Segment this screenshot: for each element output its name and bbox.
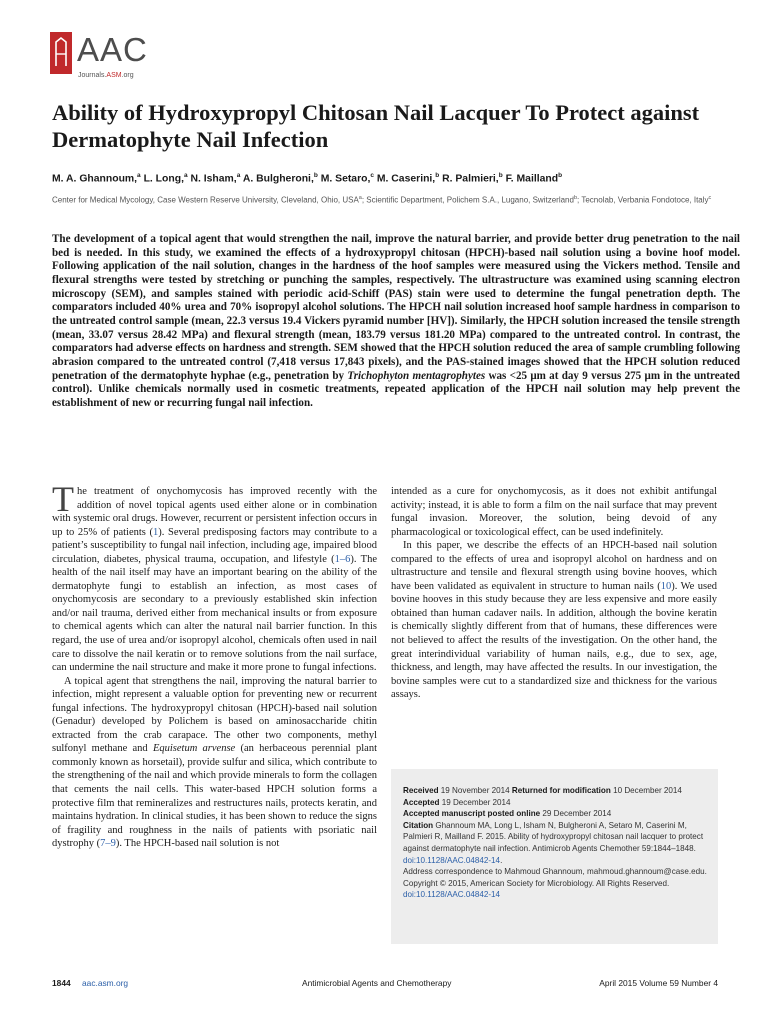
received-line: Received 19 November 2014 Returned for modification 10 December 2014 bbox=[403, 786, 682, 795]
body-column-left bbox=[52, 479, 378, 851]
author: M. A. Ghannoum, bbox=[52, 173, 138, 185]
paragraph: In this paper, we describe the effects of an HPCH-based nail solution compared to the effects of urea and isopropyl alcohol on hardness and on ultrastructure and tensile and flexural strength using bovine hooves, which have been validated as equivalent in structure to human nails (10). We used bovine hooves in this study because they are less expensive and more easily obtained than human cadaver nails. In addition, although the bovine keratin is chemically slightly different from that of humans, these differences were not believed to affect the results of the investigation. On the other hand, the great interindividual variability of human nails, e.g., due to sex, age, thickness, and length, may have affected the results. In our investigation, the bovine samples were cut to a standardized size and thickness for the various assays. bbox=[391, 540, 717, 701]
issue-info: April 2015 Volume 59 Number 4 bbox=[599, 978, 718, 988]
doi-link[interactable]: doi:10.1128/AAC.04842-14 bbox=[403, 890, 501, 900]
author: R. Palmieri, bbox=[442, 173, 499, 185]
paragraph: The treatment of onychomycosis has improved recently with the addition of novel topical agents used either alone or in combination with systemic oral drugs. However, recurrent or persistent infection occurs in up to 25% of patients (1). Several predisposing factors may contribute to a patient’s susceptibility to fungal nail infection, including age, impaired blood circulation, diabetes, physical trauma, occupation, and lifestyle (1–6). The health of the nail itself may have an important bearing on the ability of the dermatophyte fungi to establish an infection, as most cases of onychomycosis are secondary to a previously established skin infection and/or nail trauma, derived either from mechanical insults or from exposure to chemical agents which can alter the natural nail barrier function. In this regard, the use of urea and/or isopropyl alcohol, chemicals often used in nail care to dissolve the nail keratin or to remove solutions from the nail surface, can undermine the nail structure and make it more prone to fungal infections. bbox=[52, 479, 378, 674]
body-column-right bbox=[391, 485, 717, 702]
page-footer bbox=[52, 978, 718, 992]
reference-link[interactable]: 1 bbox=[153, 526, 159, 538]
reference-link[interactable]: 7–9 bbox=[100, 838, 116, 850]
posted-line: Accepted manuscript posted online 29 December 2014 bbox=[403, 809, 612, 819]
author: N. Isham, bbox=[190, 173, 237, 185]
correspondence: Address correspondence to Mahmoud Ghannoum, mahmoud.ghannoum@case.edu. bbox=[403, 867, 707, 877]
author: M. Setaro, bbox=[320, 173, 371, 185]
journal-site-link[interactable]: aac.asm.org bbox=[82, 978, 129, 988]
citation: Citation Ghannoum MA, Long L, Isham N, Bulgheroni A, Setaro M, Caserini M, Palmieri R, Mailland F. 2015. Ability of hydroxypropyl chitosan nail lacquer to protect against dermatophyte nail infection. Antimicrob Agents Chemother 59:1844–1848. doi:10.1128/AAC.04842-14. bbox=[403, 820, 704, 865]
logo-subtext: Journals.ASM.org bbox=[78, 72, 134, 79]
affiliations: Center for Medical Mycology, Case Western Reserve University, Cleveland, Ohio, USA$^a$; Scientific Department, Polichem S.A., Lugano, Switzerland$^b$; Tecnolab, Verbania Fondotoce, Italy$^c$ bbox=[52, 195, 712, 205]
journal-name: Antimicrobial Agents and Chemotherapy bbox=[302, 978, 452, 988]
accepted-line: Accepted 19 December 2014 bbox=[403, 797, 511, 807]
author: L. Long, bbox=[143, 173, 184, 185]
paragraph: A topical agent that strengthens the nail, improving the natural barrier to infection, might represent a valuable option for preventing new or recurrent fungal infections. The hydroxypropyl chitosan (HPCH)-based nail solution (Genadur) developed by Polichem is based on aminosaccharide chitin extracted from the crab carapace. The other two components, methyl sulfonyl methane and Equisetum arvense (an herbaceous perennial plant commonly known as horsetail), provide sulfur and silica, which contribute to the strengthening of the nail and which provide minerals to form the collagen that cements the nail cells. This water-based HPCH solution forms a protective film that remineralizes and restructures nails, protects keratin, and maintains hydration. In clinical studies, it has been shown to reduce the signs of fragility and roughness in the nails of patients with psoriatic nail dystrophy (7–9). The HPCH-based nail solution is not bbox=[52, 675, 377, 850]
copyright: Copyright © 2015, American Society for Microbiology. All Rights Reserved. bbox=[403, 878, 670, 888]
article-info-box bbox=[391, 769, 718, 944]
author-list: M. A. Ghannoum,$^a$ L. Long,$^a$ N. Isham,$^a$ A. Bulgheroni,$^b$ M. Setaro,$^c$ M. Caserini,$^b$ R. Palmieri,$^b$ F. Mailland$^b$ bbox=[52, 172, 563, 185]
paragraph: intended as a cure for onychomycosis, as it does not exhibit antifungal activity; instead, it is able to form a film on the nail surface that may prevent fungal invasion. Moreover, the solution, being devoid of any pharmacological or toxicological effect, can be used indefinitely. bbox=[391, 486, 717, 538]
author: F. Mailland bbox=[505, 173, 559, 185]
reference-link[interactable]: 1–6 bbox=[334, 553, 351, 565]
journal-logo bbox=[50, 24, 170, 94]
species-name: Trichophyton mentagrophytes bbox=[347, 369, 486, 382]
page-number: 1844 bbox=[52, 978, 71, 988]
reference-link[interactable]: 10 bbox=[660, 580, 672, 592]
logo-text: AAC bbox=[77, 31, 148, 68]
abstract: The development of a topical agent that would strengthen the nail, improve the natural barrier, and provide better drug penetration to the nail bed is needed. In this study, we examined the effects of a hydroxypropyl chitosan (HPCH)-based nail solution using a bovine hoof model. Following application of the nail solution, changes in the hardness of the hoof samples were measured using the Vickers method. Tensile and flexural strengths were tested by stretching or punching the samples, respectively. The ultrastructure was examined using scanning electron microscopy (SEM), and samples stained with periodic acid-Schiff (PAS) stain were used to determine the fungal penetration depth. The comparators included 40% urea and 70% isopropyl alcohol solutions. The HPCH nail solution increased hoof sample hardness in comparison to the untreated control sample (mean, 22.3 versus 19.4 Vickers pyramid number [HV]). Similarly, the HPCH solution increased the tensile strength (mean, 33.07 versus 28.42 MPa) and flexural strength (mean, 183.79 versus 181.20 MPa) compared to the untreated control. In contrast, the comparators had adverse effects on hardness and strength. SEM showed that the HPCH solution reduced the area of sample crumbling following abrasion compared to the untreated control (7,418 versus 17,843 pixels), and the PAS-stained images showed that the HPCH solution reduced penetration of the dermatophyte hyphae (e.g., penetration by Trichophyton mentagrophytes was <25 μm at day 9 versus 275 μm in the untreated control). Unlike chemicals normally used in cosmetic treatments, repeated application of the HPCH nail solution may help prevent the establishment of new or recurring fungal nail infection. bbox=[52, 233, 740, 409]
logo-mark-icon bbox=[50, 32, 72, 74]
article-title: Ability of Hydroxypropyl Chitosan Nail Lacquer To Protect against Dermatophyte Nail Infection bbox=[52, 100, 700, 152]
author: A. Bulgheroni, bbox=[242, 173, 314, 185]
author: M. Caserini, bbox=[376, 173, 436, 185]
citation-doi-link[interactable]: doi:10.1128/AAC.04842-14 bbox=[403, 855, 501, 865]
drop-cap: T bbox=[52, 479, 74, 519]
